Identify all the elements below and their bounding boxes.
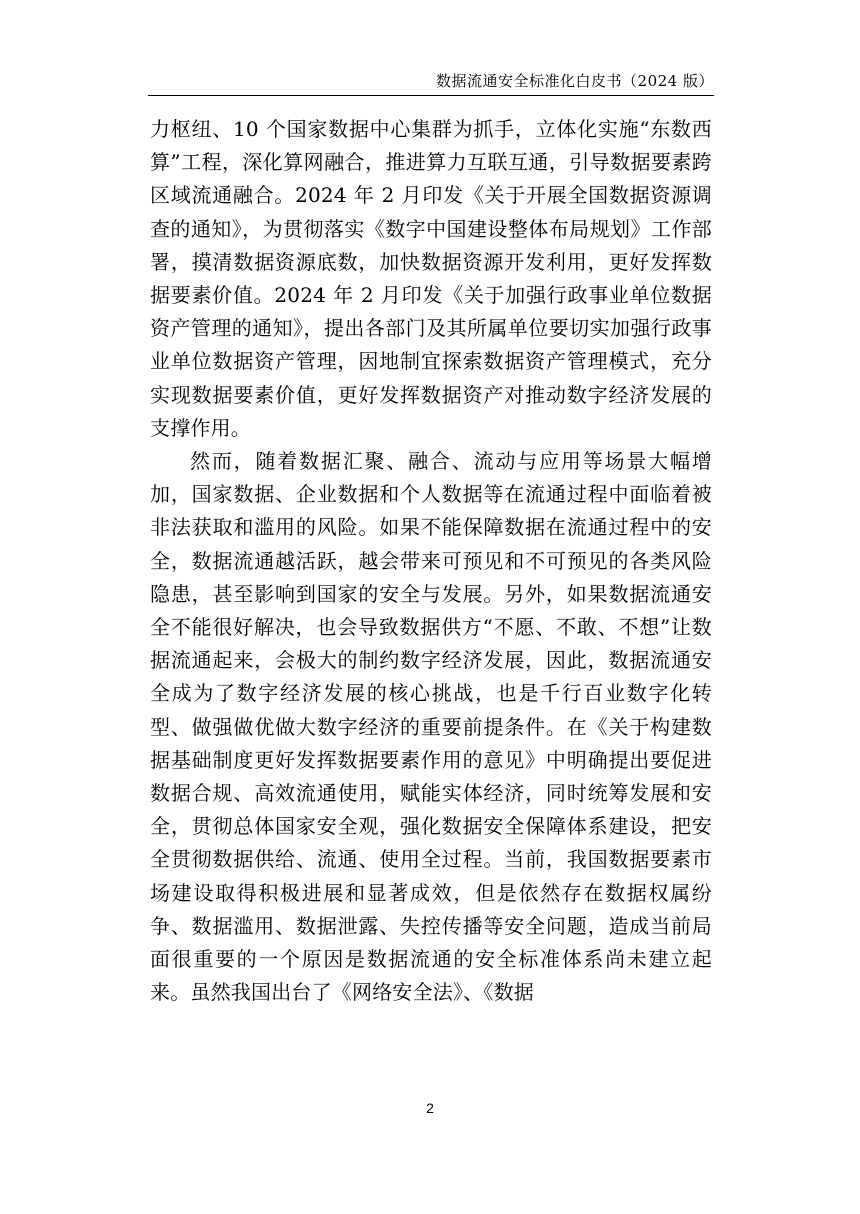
paragraph-data-circulation-security: 然而，随着数据汇聚、融合、流动与应用等场景大幅增加，国家数据、企业数据和个人数据等在流通过程中面临着被非法获取和滥用的风险。如果不能保障数据在流通过程中的安全，数据流通越活跃，越会带来可预见和不可预见的各类风险隐患，甚至影响到国家的安全与发展。另外，如果数据流通安全不能很好解决，也会导致数据供方“不愿、不敢、不想”让数据流通起来，会极大的制约数字经济发展，因此，数据流通安全成为了数字经济发展的核心挑战，也是千行百业数字化转型、做强做优做大数字经济的重要前提条件。在《关于构建数据基础制度更好发挥数据要素作用的意见》中明确提出要促进数据合规、高效流通使用，赋能实体经济，同时统筹发展和安全，贯彻总体国家安全观，强化数据安全保障体系建设，把安全贯彻数据供给、流通、使用全过程。当前，我国数据要素市场建设取得积极进展和显著成效，但是依然存在数据权属纷争、数据滥用、数据泄露、失控传播等安全问题，造成当前局面很重要的一个原因是数据流通的安全标准体系尚未建立起来。虽然我国出台了《网络安全法》、《数据 [150, 449, 712, 1005]
paragraph-continuation: 力枢纽、10 个国家数据中心集群为抓手，立体化实施“东数西算”工程，深化算网融合，推进算力互联互通，引导数据要素跨区域流通融合。2024 年 2 月印发《关于开展全国数据资源调查的通知》，为贯彻落实《数字中国建设整体布局规划》工作部署，摸清数据资源底数，加快数据资源开发利用，更好发挥数据要素价值。2024 年 2 月印发《关于加强行政事业单位数据资产管理的通知》，提出各部门及其所属单位要切实加强行政事业单位数据资产管理，因地制宜探索数据资产管理模式，充分实现数据要素价值，更好发挥数据资产对推动数字经济发展的支撑作用。 [150, 117, 712, 440]
header-rule [148, 95, 714, 96]
body-text [150, 113, 712, 1009]
running-header: 数据流通安全标准化白皮书（2024 版） [436, 72, 714, 90]
page-number: 2 [426, 1100, 434, 1116]
